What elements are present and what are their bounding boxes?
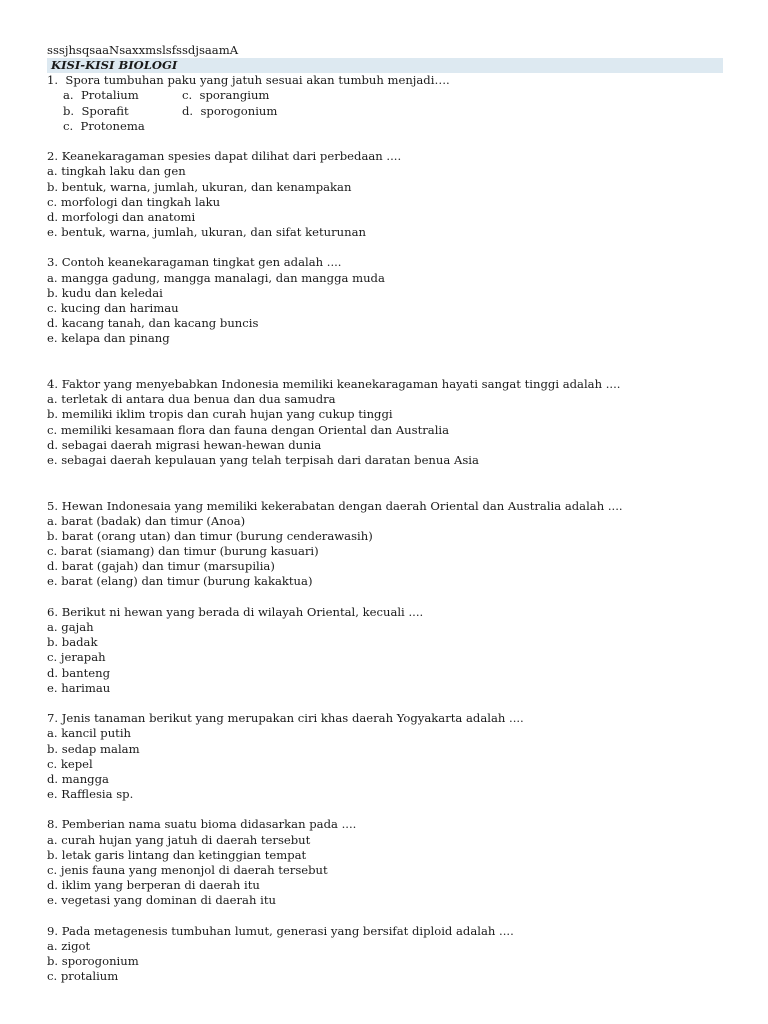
option-a: a. Protalium	[63, 88, 139, 103]
option-c: c. protalium	[47, 969, 119, 984]
option-d: d. morfologi dan anatomi	[47, 209, 196, 224]
option-e: e. barat (elang) dan timur (burung kakaktua)	[47, 574, 313, 589]
question-text: 2. Keanekaragaman spesies dapat dilihat dari perbedaan ....	[47, 149, 402, 164]
question-text: 5. Hewan Indonesaia yang memiliki kekerabatan dengan daerah Oriental dan Australia adalah ....	[47, 498, 623, 513]
option-a: a. barat (badak) dan timur (Anoa)	[47, 513, 246, 528]
option-c: c. barat (siamang) dan timur (burung kasuari)	[47, 544, 319, 559]
option-b: b. kudu dan keledai	[47, 285, 163, 300]
question-5	[47, 499, 723, 590]
question-8	[47, 817, 723, 908]
question-6	[47, 605, 723, 696]
document-page	[47, 43, 723, 985]
option-b: b. badak	[47, 635, 98, 650]
option-c: c. kucing dan harimau	[47, 301, 179, 316]
option-a: a. gajah	[47, 620, 94, 634]
option-d: d. mangga	[47, 771, 109, 786]
option-b: b. memiliki iklim tropis dan curah hujan yang cukup tinggi	[47, 407, 393, 422]
option-c: c. jenis fauna yang menonjol di daerah tersebut	[47, 863, 328, 877]
option-b: b. bentuk, warna, jumlah, ukuran, dan kenampakan	[47, 179, 352, 194]
option-a: a. curah hujan yang jatuh di daerah tersebut	[47, 832, 311, 847]
option-b: b. sedap malam	[47, 741, 140, 756]
option-b: b. barat (orang utan) dan timur (burung cenderawasih)	[47, 528, 373, 543]
option-a: a. tingkah laku dan gen	[47, 164, 186, 179]
question-1-options	[47, 88, 723, 134]
option-e: e. vegetasi yang dominan di daerah itu	[47, 893, 276, 908]
question-3	[47, 255, 723, 346]
option-a: a. zigot	[47, 938, 91, 953]
option-e: e. harimau	[47, 680, 111, 695]
option-a: a. kancil putih	[47, 726, 132, 741]
option-e: e. sebagai daerah kepulauan yang telah terpisah dari daratan benua Asia	[47, 452, 479, 467]
option-c-right: c. sporangium	[182, 88, 270, 103]
option-c: c. jerapah	[47, 650, 106, 665]
option-e: e. kelapa dan pinang	[47, 331, 170, 346]
option-b: b. sporogonium	[47, 954, 139, 969]
option-c: c. memiliki kesamaan flora dan fauna dengan Oriental dan Australia	[47, 422, 450, 437]
option-d: d. iklim yang berperan di daerah itu	[47, 878, 260, 893]
option-c: c. kepel	[47, 756, 93, 771]
option-d: d. sebagai daerah migrasi hewan-hewan dunia	[47, 437, 322, 452]
question-text: 9. Pada metagenesis tumbuhan lumut, generasi yang bersifat diploid adalah ....	[47, 923, 514, 938]
option-c: c. Protonema	[63, 118, 145, 133]
question-1	[47, 73, 723, 134]
question-text: 8. Pemberian nama suatu bioma didasarkan pada ....	[47, 817, 357, 832]
question-text: 1. Spora tumbuhan paku yang jatuh sesuai akan tumbuh menjadi….	[47, 73, 450, 88]
document-title: KISI-KISI BIOLOGI	[47, 58, 723, 73]
option-d: d. banteng	[47, 665, 111, 680]
header-text: sssjhsqsaaNsaxxmslsfssdjsaamA	[47, 43, 239, 57]
option-a: a. mangga gadung, mangga manalagi, dan mangga muda	[47, 270, 385, 285]
option-b: b. Sporafit	[63, 103, 129, 118]
question-text: 3. Contoh keanekaragaman tingkat gen adalah ....	[47, 255, 342, 270]
option-e: e. Rafflesia sp.	[47, 787, 134, 802]
option-d: d. barat (gajah) dan timur (marsupilia)	[47, 559, 275, 574]
option-c: c. morfologi dan tingkah laku	[47, 194, 221, 209]
question-9	[47, 924, 723, 985]
question-2	[47, 149, 723, 240]
question-text: 6. Berikut ni hewan yang berada di wilayah Oriental, kecuali ....	[47, 604, 424, 619]
option-e: e. bentuk, warna, jumlah, ukuran, dan sifat keturunan	[47, 225, 366, 240]
question-text: 4. Faktor yang menyebabkan Indonesia memiliki keanekaragaman hayati sangat tinggi adalah ....	[47, 376, 621, 391]
option-d: d. kacang tanah, dan kacang buncis	[47, 316, 259, 331]
question-text: 7. Jenis tanaman berikut yang merupakan ciri khas daerah Yogyakarta adalah ....	[47, 711, 524, 726]
option-a: a. terletak di antara dua benua dan dua samudra	[47, 392, 336, 407]
question-4	[47, 377, 723, 468]
option-b: b. letak garis lintang dan ketinggian tempat	[47, 847, 307, 862]
question-7	[47, 711, 723, 802]
option-d-right: d. sporogonium	[182, 103, 278, 118]
